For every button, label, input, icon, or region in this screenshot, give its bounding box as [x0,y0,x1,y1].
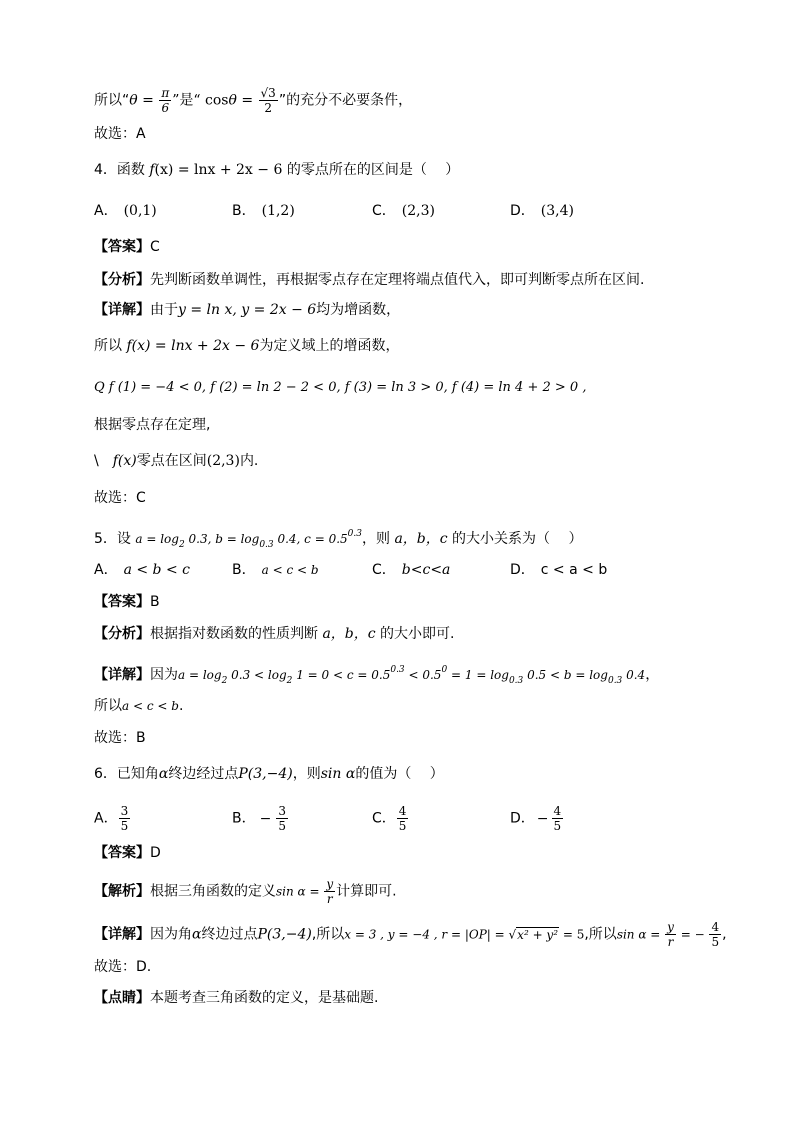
q4-detail [94,300,400,320]
denominator: 5 [553,819,562,833]
text: ”的充分不必要条件， [278,92,413,109]
text: 根据三角函数的定义 [150,883,276,900]
tag: 【答案】 [94,594,150,610]
option-label: A． [94,562,118,578]
tag: 【详解】 [94,667,150,683]
option-label: D． [510,203,535,219]
text: ，则 [362,531,395,547]
text: 所以“ [94,92,130,109]
tag: 【分析】 [94,626,150,642]
option-value: (0,1) [123,203,157,219]
option-label: D． [510,562,535,578]
option-label: C． [372,810,396,827]
q6-analysis [94,877,397,906]
denominator: r [667,935,674,949]
math-arg: (x) [154,162,174,178]
numerator: 3 [278,804,286,818]
option-value: b<c<a [401,562,451,578]
tag: 【详解】 [94,926,150,943]
math-theta: θ [228,92,237,109]
text: , [722,926,727,943]
q4-step-4 [94,451,258,471]
q4-final: 故选：C [94,490,146,506]
log-base: 0.3 [259,540,274,550]
text: ，则 [292,766,321,782]
text: 均为增函数， [316,302,401,318]
q6-option-c[interactable] [372,804,409,833]
option-label: C． [372,203,396,219]
conclusion-q3 [94,86,412,115]
text: ”是“ cos [172,92,229,109]
denominator: 5 [120,819,129,833]
option-value: a < c < b [261,563,319,577]
q5-analysis [94,624,455,644]
math: 0.5 < b = log [523,668,608,682]
numerator: π [161,86,170,100]
q6-option-a[interactable] [94,804,131,833]
answer-value: B [150,594,160,610]
tag: 【分析】 [94,272,150,288]
text: 的大小即可. [375,626,455,642]
math-f: f [149,162,155,178]
text: 所以 [94,338,127,354]
math: x = 3 [344,927,377,942]
exponent: 0 [441,665,448,675]
text: 因为 [150,667,178,683]
q5-detail [94,660,659,691]
fraction-y-r [324,877,335,906]
question-4-stem [94,160,459,180]
text: 的零点所在的区间是（ ） [282,162,460,178]
option-value: (3,4) [540,203,574,219]
option-label: B． [232,810,256,827]
fraction-4-5 [709,920,721,949]
math: f(x) [112,453,137,469]
text: \ [94,453,113,469]
text: 根据指对数函数的性质判断 [150,626,323,642]
math: 0.4, c = 0.5 [273,532,348,546]
text: . [178,698,184,714]
text: 为定义域上的增函数， [259,338,400,354]
math: = 5 [559,927,585,942]
q4-step-3: 根据零点存在定理, [94,417,211,433]
option-fraction [552,804,564,833]
option-label: B． [232,562,256,578]
q4-option-d[interactable] [510,201,574,221]
math: , r = |OP| = [429,927,509,942]
text: 计算即可. [336,883,397,900]
numerator: 4 [553,804,562,818]
analysis-text: 先判断函数单调性，再根据零点存在定理将端点值代入，即可判断零点所在区间. [150,272,645,288]
math: = 1 = log [447,668,509,682]
q5-option-b[interactable] [232,560,319,580]
denominator: 6 [161,101,170,115]
denominator: 5 [398,819,407,833]
q4-analysis [94,270,644,290]
numerator: 4 [398,804,407,818]
option-value: (1,2) [261,203,295,219]
fraction-sqrt3-2 [259,86,278,115]
q5-option-a[interactable] [94,560,190,580]
q5-option-d[interactable] [510,560,607,580]
log-base: 2 [221,676,228,686]
math-def [135,529,362,550]
q6-final: 故选：D. [94,959,152,975]
math-chain [178,665,646,686]
question-6-stem [94,764,444,784]
tag: 【解析】 [94,883,150,900]
numerator: y [326,877,334,891]
denominator: 5 [711,935,720,949]
text: 终边经过点 [168,766,239,782]
text: 所以 [94,698,122,714]
q5-step-1 [94,696,183,716]
option-value: c < a < b [540,562,608,578]
math: a，b，c [394,531,448,547]
denominator: 5 [278,819,286,833]
option-fraction [397,804,409,833]
math-radicand: x² + y² [517,927,559,942]
option-value: (2,3) [401,203,435,219]
math: 0.3 < log [227,668,287,682]
answer-choice-q3: 故选：A [94,126,146,142]
q4-answer [94,237,160,257]
math-interval: (2,3) [206,453,240,469]
q4-step-2: Q f (1) = −4 < 0, f (2) = ln 2 − 2 < 0, f (3) = ln 3 > 0, f (4) = ln 4 + 2 > 0 , [94,380,587,395]
text: ,所以 [584,926,617,943]
q5-answer [94,592,160,612]
math: < 0.5 [404,668,442,682]
math: , y = −4 [376,927,430,942]
text: 终边过点 [201,926,258,943]
fraction-pi-6 [159,86,171,115]
math: a = log [178,668,222,682]
numerator: y [667,920,674,934]
math: = − [676,927,709,942]
text: 的值为（ ） [355,766,444,782]
log-base: 0.3 [508,676,524,686]
math: a < c < b [122,699,179,713]
text: 内. [239,453,259,469]
log-base: 2 [178,540,185,550]
option-fraction [276,804,288,833]
fraction-y-r [665,920,676,949]
math: f(x) = lnx + 2x − 6 [126,338,260,354]
numerator: 4 [711,920,720,934]
math-eq: = [236,92,258,109]
option-sign: − [536,810,549,827]
text: 5．设 [94,531,136,547]
text: 6．已知角 [94,766,159,782]
question-5-stem [94,524,583,555]
math: a，b，c [322,626,376,642]
numerator: √3 [260,86,276,100]
option-value: a < b < c [123,562,190,578]
sqrt-sign: √ [508,927,517,942]
q4-option-c[interactable] [372,201,435,221]
math-point: P(3,−4) [238,766,293,782]
text: 零点在区间 [136,453,207,469]
math: a = log [135,532,179,546]
math-sin: sin α [320,766,356,782]
text: 由于 [150,302,178,318]
q6-detail [94,920,727,949]
text: ， [645,667,660,683]
math-eq: = [137,92,159,109]
option-fraction [119,804,131,833]
exponent: 0.3 [347,529,362,539]
denominator: r [326,892,333,906]
log-base: 2 [286,676,293,686]
denominator: 2 [264,101,272,115]
math: sin α = [616,927,665,942]
tag: 【点睛】 [94,990,150,1006]
option-label: C． [372,562,396,578]
answer-value: C [150,239,160,255]
text: 4．函数 [94,162,150,178]
math: 0.4 [622,668,646,682]
answer-value: D [150,845,161,861]
q4-step-1 [94,336,399,356]
log-base: 0.3 [607,676,623,686]
text: 的大小关系为（ ） [447,531,583,547]
math-point: P(3,−4) [257,926,312,943]
q6-option-b[interactable] [232,804,289,833]
comment-text: 本题考查三角函数的定义，是基础题. [150,990,379,1006]
q4-option-b[interactable] [232,201,295,221]
option-label: B． [232,203,256,219]
option-label: A． [94,810,118,827]
option-label: A． [94,203,118,219]
q6-answer [94,843,161,863]
text: ,所以 [311,926,345,943]
option-label: D． [510,810,535,827]
q5-final: 故选：B [94,730,146,746]
math-expr: = lnx + 2x − 6 [173,162,283,178]
math: y = ln x, y = 2x − 6 [178,302,317,318]
q6-option-d[interactable] [510,804,564,833]
math: 1 = 0 < c = 0.5 [292,668,391,682]
math-sin: sin α = [276,884,324,899]
math-theta: θ [129,92,138,109]
math: 0.3, b = log [184,532,260,546]
tag: 【答案】 [94,845,150,861]
q5-option-c[interactable] [372,560,450,580]
q4-option-a[interactable] [94,201,157,221]
option-sign: − [259,810,272,827]
math-alpha: α [158,766,169,782]
numerator: 3 [120,804,129,818]
tag: 【答案】 [94,239,150,255]
exponent: 0.3 [390,665,405,675]
math-alpha: α [192,926,202,943]
text: 因为角 [150,926,192,943]
q6-comment [94,988,378,1008]
tag: 【详解】 [94,302,150,318]
